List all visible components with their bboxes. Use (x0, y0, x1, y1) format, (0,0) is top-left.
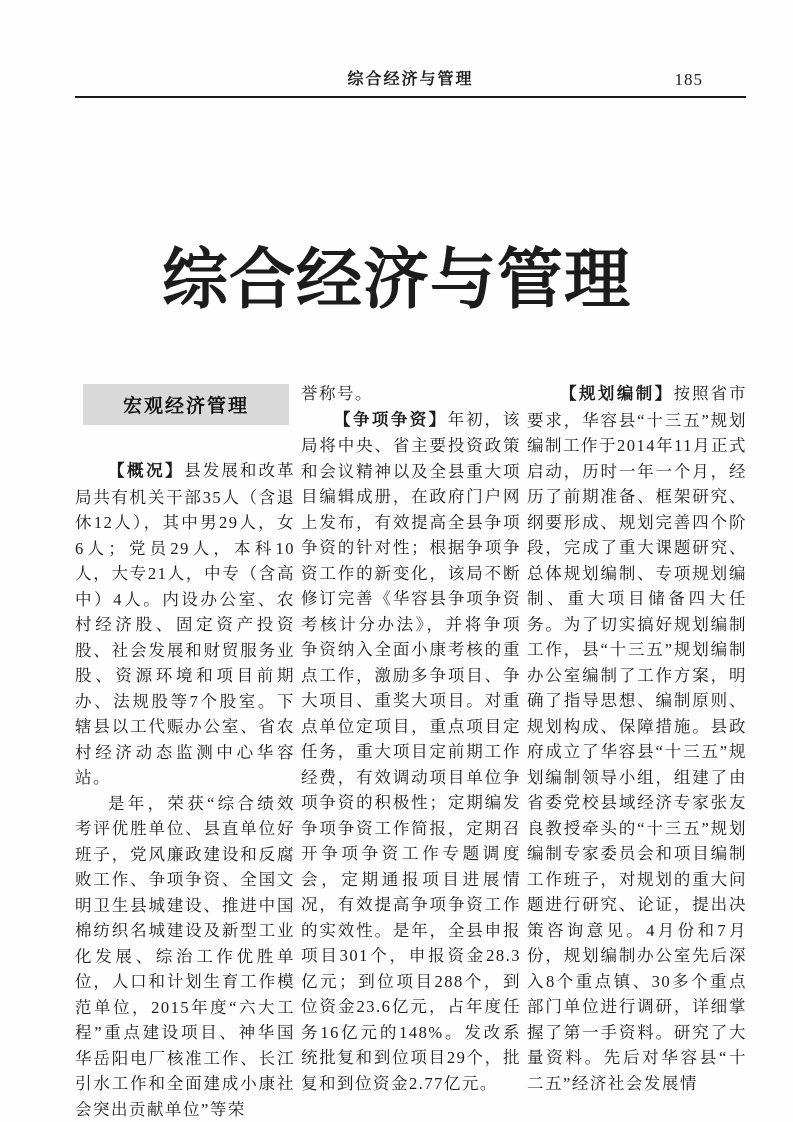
paragraph (75, 458, 295, 791)
paragraph-text: 是年，荣获“综合绩效考评优胜单位、县直单位好班子，党风廉政建设和反腐败工作、争项争资、全国文明卫生县城建设、推进中国棉纺织名城建设及新型工业化发展、综治工作优胜单位，人口和计划生育工作模范单位，2015年度“六大工程”重点建设项目、神华国华岳阳电厂核准工作、长江引水工作和全面建成小康社会突出贡献单位”等荣 (75, 793, 295, 1119)
column-3 (527, 381, 748, 1093)
paragraph-text: 县发展和改革局共有机关干部35人（含退休12人），其中男29人，女6人；党员29人，本科10人，大专21人，中专（含高中）4人。内设办公室、农村经济股、固定资产投资股、社会发展和财贸服务业股、资源环境和项目前期办、法规股等7个股室。下辖县以工代赈办公室、省农村经济动态监测中心华容站。 (75, 461, 296, 787)
column-1-body (75, 458, 295, 1122)
paragraph-text: 誉称号。 (301, 384, 373, 403)
running-title: 综合经济与管理 (347, 71, 474, 88)
paragraph (75, 791, 295, 1122)
paragraph-text: 按照省市要求，华容县“十三五”规划编制工作于2014年11月正式启动，历时一年一个月，经历了前期准备、框架研究、纲要形成、规划完善四个阶段，完成了重大课题研究、总体规划编制、专项规划编制、重大项目储备四大任务。为了切实搞好规划编制工作，县“十三五”规划编制办公室编制了工作方案，明确了指导思想、编制原则、规划构成、保障措施。县政府成立了华容县“十三五”规划编制领导小组，组建了由省委党校县域经济专家张友良教授牵头的“十三五”规划编制专家委员会和项目编制工作班子，对规划的重大问题进行研究、论证，提出决策咨询意见。4月份和7月份，规划编制办公室先后深入8个重点镇、30多个重点部门单位进行调研，详细掌握了第一手资料。研究了大量资料。先后对华容县“十二五”经济社会发展情 (527, 384, 748, 1093)
column-2 (301, 381, 522, 1093)
paragraph-text: 年初，该局将中央、省主要投资政策和会议精神以及全县重大项目编辑成册，在政府门户网上发布，有效提高全县争项争资的针对性；根据争项争资工作的新变化，该局不断修订完善《华容县争项争资考核计分办法》，并将争项争资纳入全面小康考核的重点工作，激励多争项目、争大项目、重奖大项目。对重点单位定项目，重点项目定任务，重大项目定前期工作经费，有效调动项目单位争项争资的积极性；定期编发争项争资工作简报，定期召开争项争资工作专题调度会，定期通报项目进展情况，有效提高争项争资工作的实效性。是年，全县申报项目301个，申报资金28.3亿元；到位项目288个，到位资金23.6亿元，占年度任务16亿元的148%。发改系统批复和到位项目29个，批复和到位资金2.77亿元。 (301, 409, 522, 1093)
paragraph (301, 407, 521, 1097)
entry-heading: 【概况】 (108, 462, 185, 480)
section-heading: 宏观经济管理 (122, 396, 249, 417)
article-columns (75, 381, 748, 1119)
column-2-body (301, 381, 521, 1096)
paragraph (527, 381, 747, 1096)
page-number: 185 (674, 70, 703, 89)
chapter-title: 综合经济与管理 (162, 244, 631, 317)
column-3-body (527, 381, 747, 1096)
paragraph (301, 381, 521, 407)
entry-heading: 【规划编制】 (560, 385, 674, 403)
column-1 (75, 381, 296, 1119)
entry-heading: 【争项争资】 (334, 410, 448, 429)
section-heading-box (83, 384, 289, 425)
page-header (75, 0, 746, 98)
